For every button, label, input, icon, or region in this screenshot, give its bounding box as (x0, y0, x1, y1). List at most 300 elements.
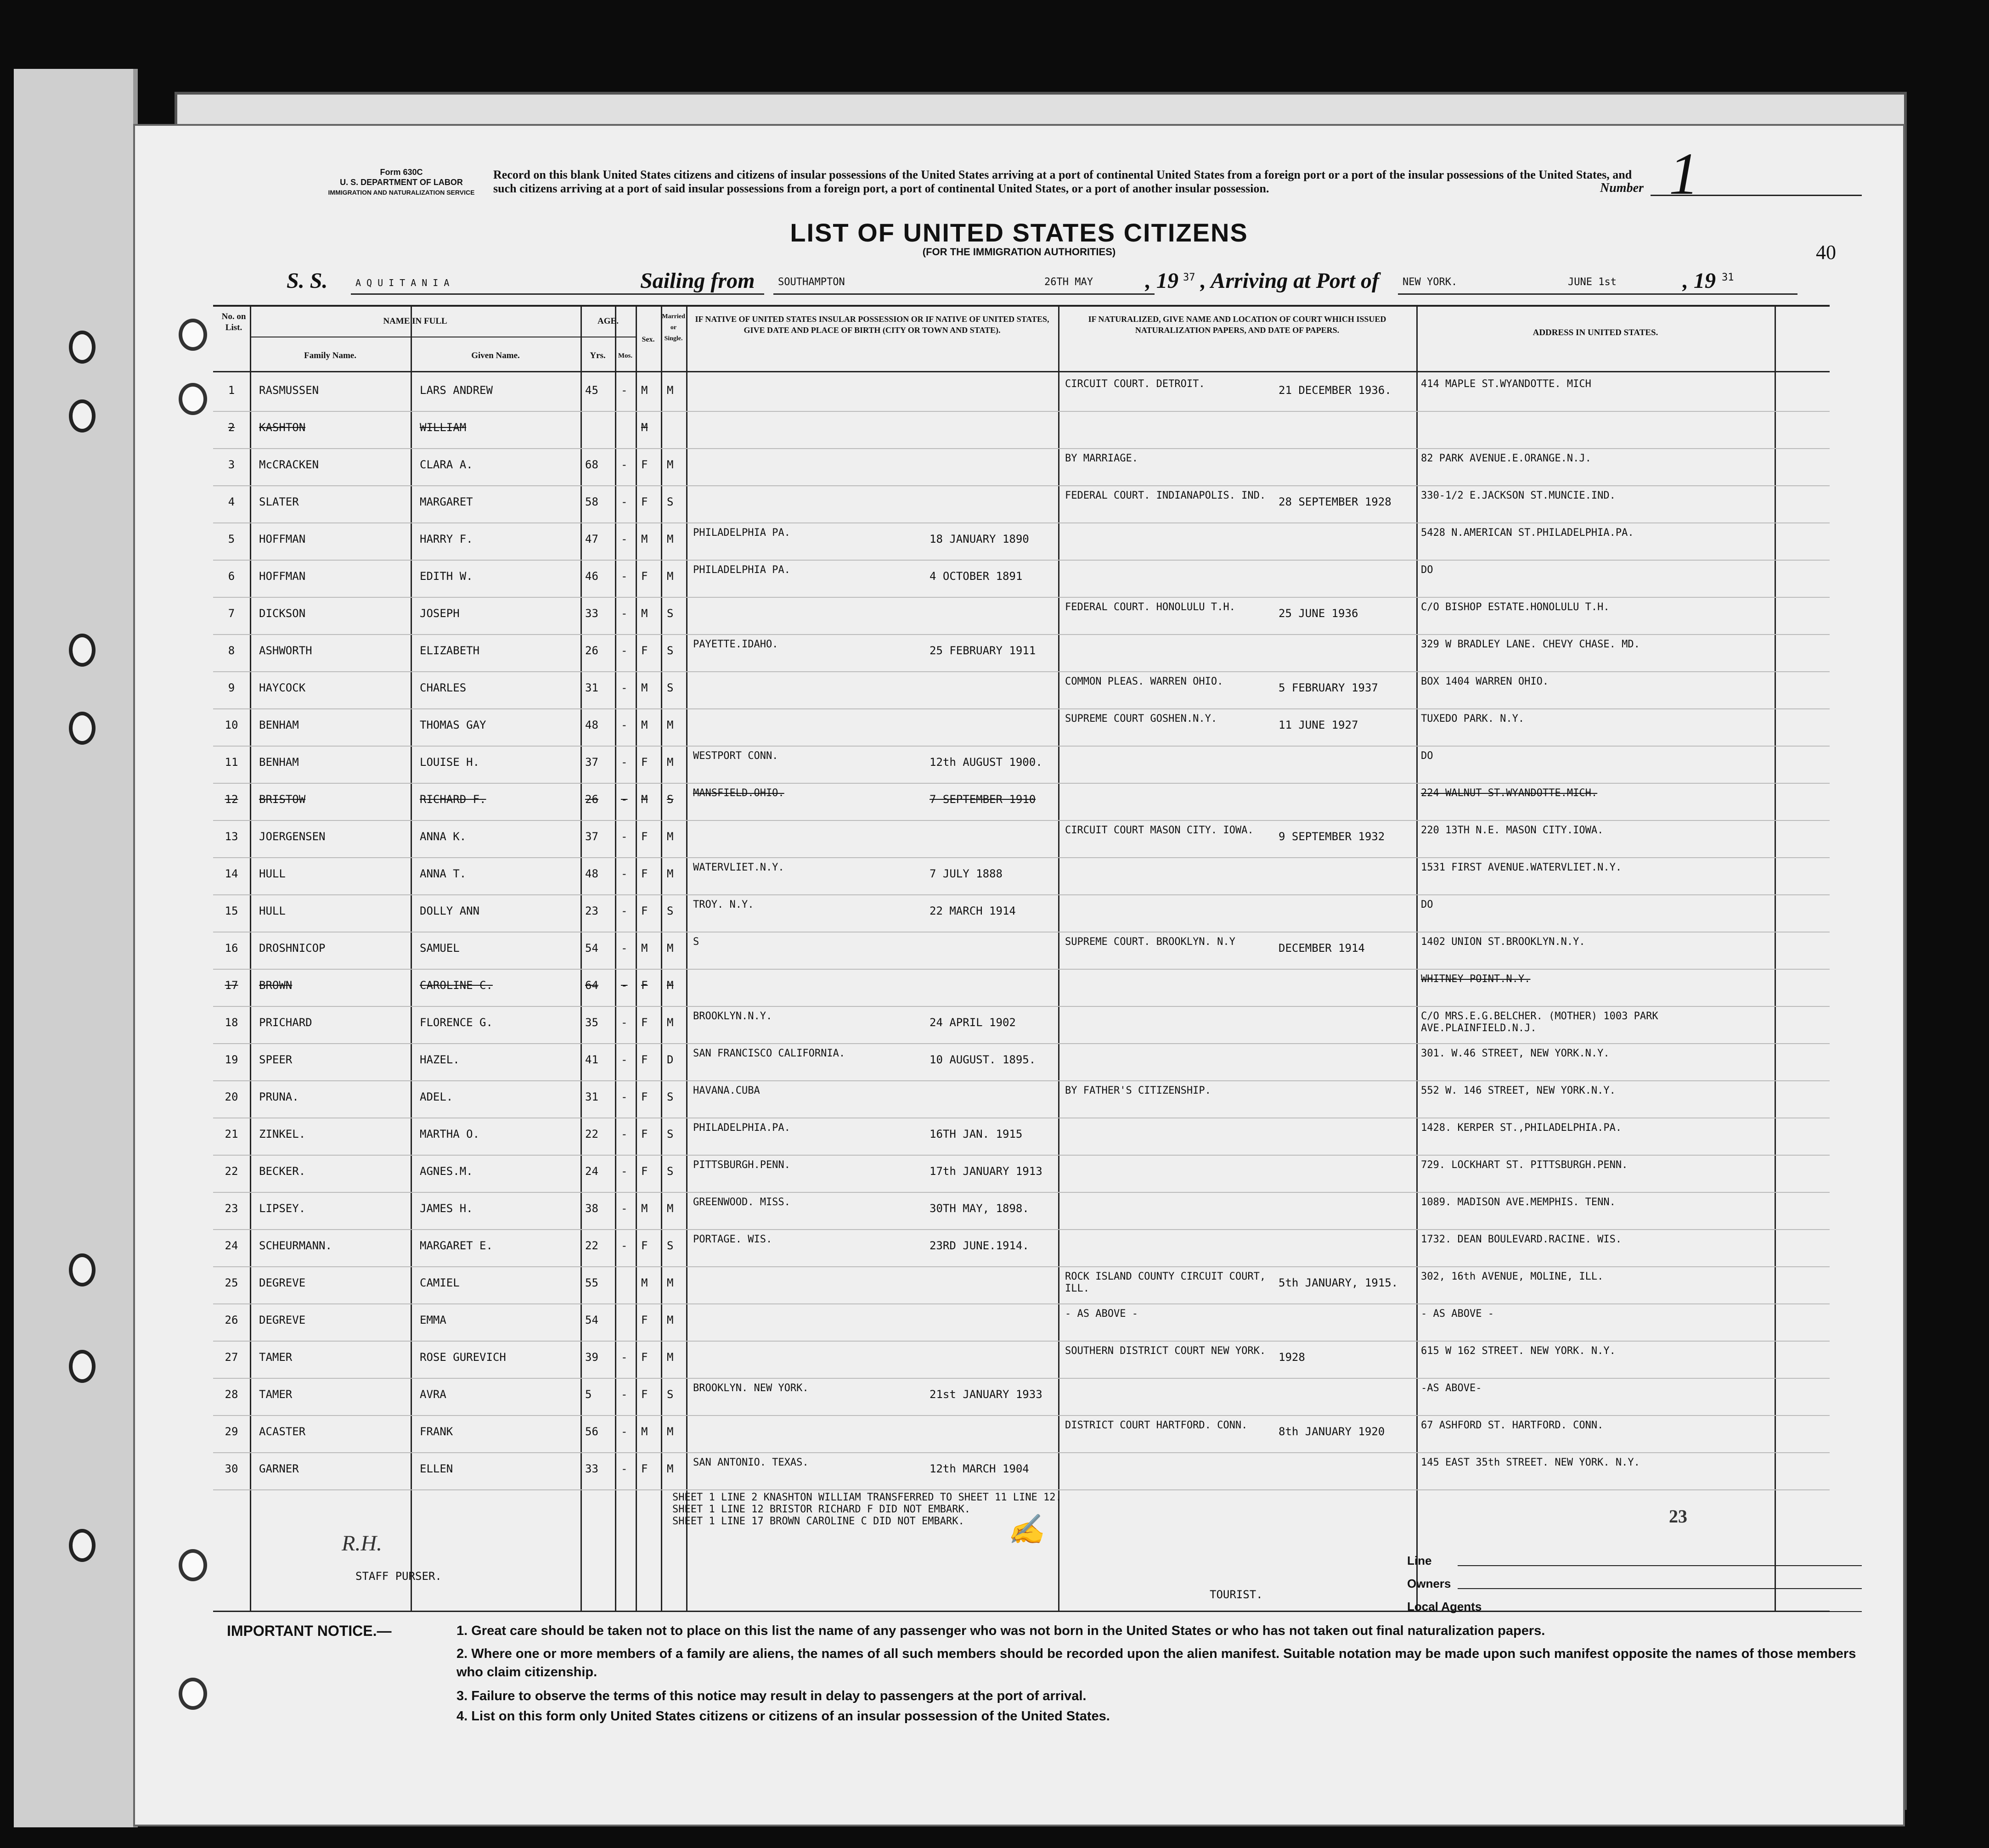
cell-bplace: PAYETTE.IDAHO. (693, 639, 778, 650)
cell-court: COMMON PLEAS. WARREN OHIO. (1065, 676, 1223, 687)
number-label: Number (1600, 181, 1644, 195)
cell-age: 38 (585, 1202, 598, 1215)
cell-ms: M (667, 1314, 674, 1326)
cell-given: LARS ANDREW (420, 384, 493, 397)
cell-no: 5 (228, 533, 235, 545)
cell-address: 1428. KERPER ST.,PHILADELPHIA.PA. (1421, 1122, 1622, 1134)
number-value: 1 (1669, 141, 1699, 207)
cell-address: -AS ABOVE- (1421, 1382, 1482, 1394)
cell-sex: M (641, 719, 648, 731)
cell-ms: S (667, 904, 674, 917)
owners-label: Owners (1407, 1577, 1451, 1590)
cell-court: ROCK ISLAND COUNTY CIRCUIT COURT, ILL. (1065, 1271, 1266, 1294)
cell-address: 1531 FIRST AVENUE.WATERVLIET.N.Y. (1421, 862, 1622, 873)
cell-ms: S (667, 607, 674, 620)
sailing-label: Sailing from (640, 269, 755, 293)
cell-bdate: 23RD JUNE.1914. (930, 1239, 1029, 1252)
cell-no: 8 (228, 644, 235, 657)
cell-no: 10 (225, 719, 238, 731)
cell-sex: F (641, 644, 648, 657)
cell-family: PRUNA. (259, 1090, 299, 1103)
cell-bplace: SAN ANTONIO. TEXAS. (693, 1457, 809, 1468)
cell-ms: M (667, 1202, 674, 1215)
cell-ms: M (667, 533, 674, 545)
cell-bdate: 7 SEPTEMBER 1910 (930, 793, 1036, 806)
cell-cdate: 28 SEPTEMBER 1928 (1279, 495, 1392, 508)
page-count-mark: 23 (1669, 1506, 1687, 1527)
cell-mos: - (621, 1239, 628, 1252)
document-sheet (133, 124, 1905, 1826)
cell-cdate: DECEMBER 1914 (1279, 942, 1365, 955)
cell-sex: F (641, 1388, 648, 1401)
cell-bdate: 12th AUGUST 1900. (930, 756, 1042, 769)
cell-family: SPEER (259, 1053, 293, 1066)
cell-ms: M (667, 1016, 674, 1029)
col-naturalized: IF NATURALIZED, GIVE NAME AND LOCATION OF COURT WHICH ISSUED NATURALIZATION PAPERS, AND DATE OF PAPERS. (1088, 315, 1386, 335)
cell-bplace: MANSFIELD.OHIO. (693, 787, 784, 799)
cell-court: FEDERAL COURT. INDIANAPOLIS. IND. (1065, 490, 1266, 501)
notice-item: 3. Failure to observe the terms of this notice may result in delay to passengers at the port of arrival. (456, 1689, 1087, 1703)
cell-given: SAMUEL (420, 942, 460, 955)
cell-no: 16 (225, 942, 238, 955)
cell-ms: S (667, 1090, 674, 1103)
cell-bdate: 30TH MAY, 1898. (930, 1202, 1029, 1215)
cell-age: 68 (585, 458, 598, 471)
cell-address: 1732. DEAN BOULEVARD.RACINE. WIS. (1421, 1234, 1622, 1245)
cell-given: FLORENCE G. (420, 1016, 493, 1029)
cell-bplace: HAVANA.CUBA (693, 1085, 760, 1096)
ship-name: AQUITANIA (355, 277, 455, 288)
cell-age: 56 (585, 1425, 598, 1438)
cell-ms: S (667, 1239, 674, 1252)
cell-mos: - (621, 533, 628, 545)
cell-sex: M (641, 942, 648, 955)
cell-bplace: BROOKLYN.N.Y. (693, 1011, 772, 1022)
cell-bplace: TROY. N.Y. (693, 899, 754, 910)
cell-family: BENHAM (259, 756, 299, 769)
cell-mos: - (621, 942, 628, 955)
cell-given: WILLIAM (420, 421, 467, 434)
cell-family: KASHTON (259, 421, 306, 434)
staff-purser-label: STAFF PURSER. (355, 1570, 442, 1583)
cell-sex: M (641, 384, 648, 397)
cell-no: 24 (225, 1239, 238, 1252)
cell-given: MARGARET E. (420, 1239, 493, 1252)
cell-ms: S (667, 1165, 674, 1178)
cell-age: 33 (585, 607, 598, 620)
cell-family: DROSHNICOP (259, 942, 326, 955)
cell-address: 82 PARK AVENUE.E.ORANGE.N.J. (1421, 453, 1591, 464)
punch-hole (179, 319, 207, 351)
purser-signature: R.H. (342, 1531, 382, 1556)
cell-given: AVRA (420, 1388, 446, 1401)
cell-ms: M (667, 830, 674, 843)
cell-ms: M (667, 570, 674, 583)
cell-bdate: 21st JANUARY 1933 (930, 1388, 1042, 1401)
cell-no: 15 (225, 904, 238, 917)
cell-mos: - (621, 1388, 628, 1401)
sail-date: 26TH MAY (1044, 276, 1093, 288)
cell-family: HAYCOCK (259, 681, 306, 694)
arrival-year-prefix: , 19 (1683, 269, 1716, 293)
cell-family: HULL (259, 867, 286, 880)
row-rule (213, 448, 1830, 449)
cell-mos: - (621, 1351, 628, 1364)
cell-bplace: PHILADELPHIA.PA. (693, 1122, 790, 1134)
cell-court: DISTRICT COURT HARTFORD. CONN. (1065, 1420, 1248, 1431)
row-rule (213, 746, 1830, 747)
arrival-port: NEW YORK. (1403, 276, 1458, 288)
cell-age: 47 (585, 533, 598, 545)
cell-given: LOUISE H. (420, 756, 480, 769)
cell-address: 329 W BRADLEY LANE. CHEVY CHASE. MD. (1421, 639, 1640, 650)
cell-given: DOLLY ANN (420, 904, 480, 917)
cell-given: JOSEPH (420, 607, 460, 620)
cell-age: 54 (585, 942, 598, 955)
cell-no: 19 (225, 1053, 238, 1066)
binder-hole (69, 1253, 96, 1286)
cell-address: 145 EAST 35th STREET. NEW YORK. N.Y. (1421, 1457, 1640, 1468)
cell-no: 13 (225, 830, 238, 843)
cell-family: SCHEURMANN. (259, 1239, 332, 1252)
cell-age: 46 (585, 570, 598, 583)
cell-sex: F (641, 458, 648, 471)
binder-hole (69, 712, 96, 745)
cell-ms: S (667, 495, 674, 508)
cell-court: - AS ABOVE - (1065, 1308, 1138, 1320)
cell-age: 31 (585, 681, 598, 694)
cell-mos: - (621, 1462, 628, 1475)
cell-bdate: 25 FEBRUARY 1911 (930, 644, 1036, 657)
cell-sex: F (641, 867, 648, 880)
cell-given: ADEL. (420, 1090, 453, 1103)
col-yrs: Yrs. (590, 351, 606, 360)
arrival-year: 31 (1722, 272, 1734, 283)
cell-given: CAMIEL (420, 1276, 460, 1289)
cell-mos: - (621, 1016, 628, 1029)
cell-sex: M (641, 421, 648, 434)
col-age: AGE. (597, 316, 619, 326)
cell-ms: M (667, 1276, 674, 1289)
transfer-note: SHEET 1 LINE 12 BRISTOR RICHARD F DID NOT EMBARK. (672, 1504, 971, 1515)
cell-given: MARTHA O. (420, 1128, 480, 1140)
cell-bdate: 16TH JAN. 1915 (930, 1128, 1023, 1140)
cell-address: WHITNEY POINT.N.Y. (1421, 973, 1531, 985)
cell-sex: M (641, 1425, 648, 1438)
cell-ms: S (667, 681, 674, 694)
cell-family: HOFFMAN (259, 533, 306, 545)
sheet-number: 40 (1816, 241, 1836, 264)
line-field (1458, 1565, 1862, 1566)
cell-mos: - (621, 719, 628, 731)
binder-hole (69, 1350, 96, 1383)
officer-signature: ✍ (1008, 1513, 1044, 1546)
cell-ms: S (667, 1388, 674, 1401)
cell-family: BENHAM (259, 719, 299, 731)
cell-bplace: WATERVLIET.N.Y. (693, 862, 784, 873)
cell-mos: - (621, 904, 628, 917)
form-header (287, 167, 516, 197)
from-port: SOUTHAMPTON (778, 276, 845, 288)
cell-no: 20 (225, 1090, 238, 1103)
service: IMMIGRATION AND NATURALIZATION SERVICE (328, 189, 475, 196)
cell-bplace: PORTAGE. WIS. (693, 1234, 772, 1245)
cell-sex: F (641, 570, 648, 583)
cell-given: ELLEN (420, 1462, 453, 1475)
cell-address: DO (1421, 899, 1433, 910)
row-rule (213, 820, 1830, 821)
cell-court: FEDERAL COURT. HONOLULU T.H. (1065, 601, 1235, 613)
cell-given: ELIZABETH (420, 644, 480, 657)
cell-sex: M (641, 793, 648, 806)
important-notice-heading: IMPORTANT NOTICE.— (227, 1623, 392, 1639)
record-instruction: Record on this blank United States citizens and citizens of insular possessions of the United States arriving at a port of continental United States from a foreign port or a port of the insular possessions of the United States, and such citizens arriving at a port of said insular possessions from a foreign port, a port of continental United States, or a port of another insular possession. (493, 168, 1632, 195)
row-rule (213, 1378, 1830, 1379)
cell-no: 27 (225, 1351, 238, 1364)
cell-no: 26 (225, 1314, 238, 1326)
cell-no: 9 (228, 681, 235, 694)
binder-hole (69, 399, 96, 433)
row-rule (213, 1266, 1830, 1267)
cell-sex: M (641, 681, 648, 694)
col-sex: Sex. (642, 336, 655, 343)
cell-mos: - (621, 1090, 628, 1103)
cell-address: 301. W.46 STREET, NEW YORK.N.Y. (1421, 1048, 1610, 1059)
cell-sex: F (641, 1462, 648, 1475)
cell-mos: - (621, 1053, 628, 1066)
cell-mos: - (621, 830, 628, 843)
cell-bdate: 4 OCTOBER 1891 (930, 570, 1023, 583)
cell-mos: - (621, 1128, 628, 1140)
arriving-label: , Arriving at Port of (1200, 269, 1379, 293)
cell-age: 41 (585, 1053, 598, 1066)
cell-ms: S (667, 644, 674, 657)
cell-no: 2 (228, 421, 235, 434)
col-mos: Mos. (618, 352, 633, 359)
cell-no: 12 (225, 793, 238, 806)
cell-age: 26 (585, 793, 598, 806)
cell-bplace: WESTPORT CONN. (693, 750, 778, 762)
cell-sex: F (641, 1239, 648, 1252)
cell-age: 37 (585, 756, 598, 769)
cell-address: - AS ABOVE - (1421, 1308, 1494, 1320)
cell-address: DO (1421, 750, 1433, 762)
cell-sex: F (641, 904, 648, 917)
cell-court: BY FATHER'S CITIZENSHIP. (1065, 1085, 1211, 1096)
cell-mos: - (621, 458, 628, 471)
row-rule (213, 857, 1830, 858)
cell-family: BRISTOW (259, 793, 306, 806)
cell-family: LIPSEY. (259, 1202, 306, 1215)
cell-address: 302, 16th AVENUE, MOLINE, ILL. (1421, 1271, 1604, 1282)
cell-mos: - (621, 644, 628, 657)
cell-address: 414 MAPLE ST.WYANDOTTE. MICH (1421, 378, 1591, 390)
cell-no: 6 (228, 570, 235, 583)
cell-bplace: S (693, 936, 699, 948)
col-no: No. on List. (221, 312, 246, 332)
cell-address: 729. LOCKHART ST. PITTSBURGH.PENN. (1421, 1159, 1628, 1171)
cell-given: HAZEL. (420, 1053, 460, 1066)
cell-no: 25 (225, 1276, 238, 1289)
cell-given: AGNES.M. (420, 1165, 473, 1178)
cell-no: 23 (225, 1202, 238, 1215)
binder-hole (69, 1529, 96, 1562)
cell-mos: - (621, 681, 628, 694)
col-name-in-full: NAME IN FULL (383, 316, 447, 326)
cell-address: 1402 UNION ST.BROOKLYN.N.Y. (1421, 936, 1585, 948)
cell-family: DEGREVE (259, 1276, 306, 1289)
binder-hole (69, 331, 96, 364)
cell-age: 48 (585, 867, 598, 880)
form-number: Form 630C (380, 168, 423, 177)
cell-family: HOFFMAN (259, 570, 306, 583)
arrival-line (1398, 293, 1797, 295)
cell-address: 1089. MADISON AVE.MEMPHIS. TENN. (1421, 1196, 1616, 1208)
cell-court: BY MARRIAGE. (1065, 453, 1138, 464)
cell-ms: S (667, 1128, 674, 1140)
header-bottom (213, 371, 1830, 372)
cell-bplace: BROOKLYN. NEW YORK. (693, 1382, 809, 1394)
cell-address: 330-1/2 E.JACKSON ST.MUNCIE.IND. (1421, 490, 1616, 501)
cell-no: 29 (225, 1425, 238, 1438)
department: U. S. DEPARTMENT OF LABOR (340, 178, 463, 187)
cell-age: 35 (585, 1016, 598, 1029)
cell-court: CIRCUIT COURT MASON CITY. IOWA. (1065, 825, 1254, 836)
cell-age: 5 (585, 1388, 592, 1401)
cell-given: JAMES H. (420, 1202, 473, 1215)
cell-address: 224 WALNUT ST.WYANDOTTE.MICH. (1421, 787, 1598, 799)
cell-mos: - (621, 1425, 628, 1438)
cell-court: SUPREME COURT. BROOKLYN. N.Y (1065, 936, 1235, 948)
cell-given: MARGARET (420, 495, 473, 508)
cell-address: BOX 1404 WARREN OHIO. (1421, 676, 1549, 687)
row-rule (213, 597, 1830, 598)
cell-bdate: 7 JULY 1888 (930, 867, 1003, 880)
agents-field (1458, 1611, 1862, 1612)
cell-cdate: 11 JUNE 1927 (1279, 719, 1358, 731)
cell-sex: F (641, 1351, 648, 1364)
cell-sex: M (641, 533, 648, 545)
row-rule (213, 411, 1830, 412)
cell-family: ACASTER (259, 1425, 306, 1438)
cell-sex: M (641, 1202, 648, 1215)
cell-no: 28 (225, 1388, 238, 1401)
cell-age: 26 (585, 644, 598, 657)
transfer-note: SHEET 1 LINE 17 BROWN CAROLINE C DID NOT EMBARK. (672, 1516, 964, 1527)
cell-given: CLARA A. (420, 458, 473, 471)
row-rule (213, 783, 1830, 784)
cell-address: C/O BISHOP ESTATE.HONOLULU T.H. (1421, 601, 1610, 613)
page-title: LIST OF UNITED STATES CITIZENS (790, 218, 1248, 247)
punch-hole (179, 1678, 207, 1710)
year-prefix: , 19 (1145, 269, 1178, 293)
row-rule (213, 1006, 1830, 1007)
cell-sex: F (641, 1165, 648, 1178)
row-rule (213, 894, 1830, 895)
cell-bplace: GREENWOOD. MISS. (693, 1196, 790, 1208)
cell-ms: M (667, 942, 674, 955)
row-rule (213, 1080, 1830, 1081)
cell-given: FRANK (420, 1425, 453, 1438)
cell-family: TAMER (259, 1351, 293, 1364)
cell-court: CIRCUIT COURT. DETROIT. (1065, 378, 1205, 390)
cell-ms: D (667, 1053, 674, 1066)
cell-family: BROWN (259, 979, 293, 992)
cell-cdate: 5 FEBRUARY 1937 (1279, 681, 1378, 694)
cell-sex: F (641, 1314, 648, 1326)
cell-given: THOMAS GAY (420, 719, 486, 731)
cell-bplace: PHILADELPHIA PA. (693, 564, 790, 576)
cell-given: CAROLINE C. (420, 979, 493, 992)
col-address: ADDRESS IN UNITED STATES. (1533, 328, 1658, 337)
cell-cdate: 9 SEPTEMBER 1932 (1279, 830, 1385, 843)
cell-age: 55 (585, 1276, 598, 1289)
col-family: Family Name. (304, 351, 356, 360)
cell-sex: M (641, 1276, 648, 1289)
cell-address: C/O MRS.E.G.BELCHER. (MOTHER) 1003 PARK AVE.PLAINFIELD.N.J. (1421, 1011, 1658, 1034)
cell-family: RASMUSSEN (259, 384, 319, 397)
cell-no: 3 (228, 458, 235, 471)
punch-hole (179, 383, 207, 415)
cell-age: 39 (585, 1351, 598, 1364)
cell-family: ASHWORTH (259, 644, 312, 657)
cell-age: 45 (585, 384, 598, 397)
col-married: Married or Single. (662, 313, 685, 342)
cell-no: 4 (228, 495, 235, 508)
sail-year: 37 (1183, 272, 1195, 283)
cell-address: 552 W. 146 STREET, NEW YORK.N.Y. (1421, 1085, 1616, 1096)
cell-given: RICHARD F. (420, 793, 486, 806)
cell-mos: - (621, 570, 628, 583)
row-rule (213, 671, 1830, 672)
ship-line (351, 293, 764, 295)
cell-age: 22 (585, 1128, 598, 1140)
ss-label: S. S. (287, 269, 328, 293)
cell-family: BECKER. (259, 1165, 306, 1178)
cell-no: 11 (225, 756, 238, 769)
col-birth: IF NATIVE OF UNITED STATES INSULAR POSSESSION OR IF NATIVE OF UNITED STATES, GIVE DATE AND PLACE OF BIRTH (CITY OR TOWN AND STATE). (695, 315, 1049, 335)
cell-cdate: 25 JUNE 1936 (1279, 607, 1358, 620)
row-rule (213, 1229, 1830, 1230)
cell-no: 18 (225, 1016, 238, 1029)
cell-age: 48 (585, 719, 598, 731)
cell-sex: F (641, 1090, 648, 1103)
cell-sex: F (641, 1128, 648, 1140)
cell-family: DEGREVE (259, 1314, 306, 1326)
owners-field (1458, 1588, 1862, 1589)
cell-no: 21 (225, 1128, 238, 1140)
row-rule (213, 560, 1830, 561)
cell-ms: M (667, 384, 674, 397)
cell-bdate: 18 JANUARY 1890 (930, 533, 1029, 545)
row-rule (213, 485, 1830, 486)
page-subtitle: (FOR THE IMMIGRATION AUTHORITIES) (922, 246, 1116, 258)
cell-age: 64 (585, 979, 598, 992)
cell-age: 37 (585, 830, 598, 843)
cell-given: EMMA (420, 1314, 446, 1326)
cell-ms: M (667, 756, 674, 769)
cell-address: DO (1421, 564, 1433, 576)
cell-age: 31 (585, 1090, 598, 1103)
row-rule (213, 1489, 1830, 1490)
binder-strip (14, 69, 138, 1827)
cell-age: 24 (585, 1165, 598, 1178)
cell-bplace: PITTSBURGH.PENN. (693, 1159, 790, 1171)
cell-mos: - (621, 867, 628, 880)
cell-family: PRICHARD (259, 1016, 312, 1029)
col-given: Given Name. (471, 351, 520, 360)
cell-family: SLATER (259, 495, 299, 508)
